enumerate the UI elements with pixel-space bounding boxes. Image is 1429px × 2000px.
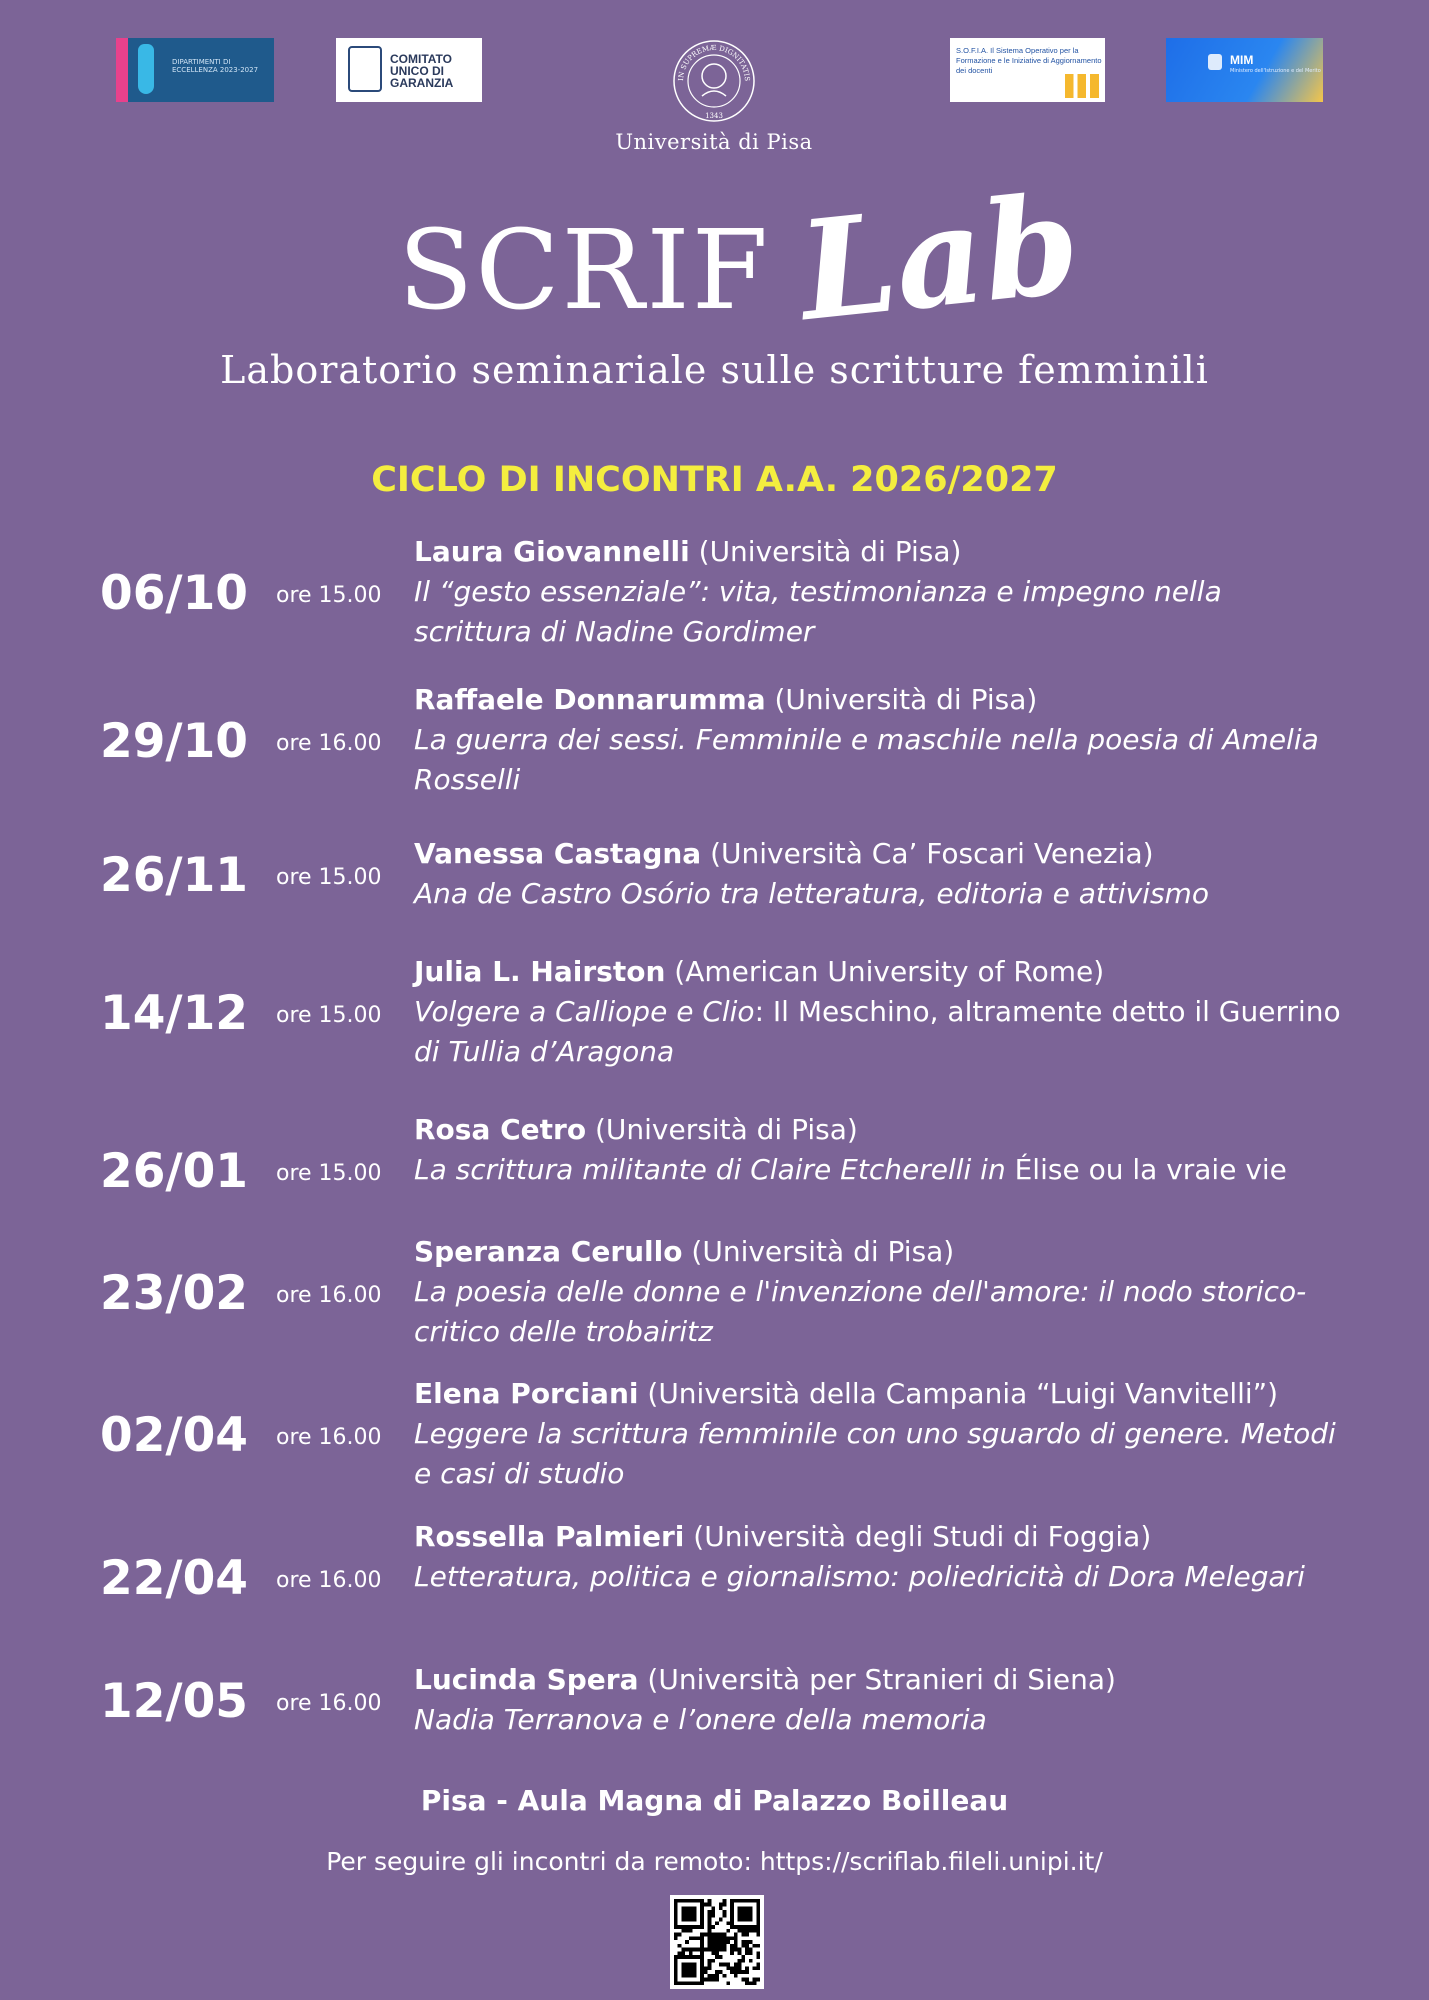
talk-title	[414, 1150, 1344, 1190]
events-list	[0, 532, 1429, 1762]
speaker-name: Rosa Cetro	[414, 1113, 587, 1146]
title-main: SCRIF	[398, 206, 771, 334]
event-time: ore 16.00	[276, 1283, 382, 1308]
logos-bar	[0, 38, 1429, 154]
event-date: 22/04	[100, 1551, 248, 1606]
republic-emblem-icon	[1208, 54, 1222, 70]
speaker-name: Vanessa Castagna	[414, 837, 702, 870]
event-date: 23/02	[100, 1266, 248, 1321]
svg-text:1343: 1343	[705, 112, 723, 120]
talk-title	[414, 1414, 1344, 1494]
event-date: 02/04	[100, 1408, 248, 1463]
talk-title-part: Leggere la scrittura femminile con uno sguardo di genere. Metodi e casi di studio	[414, 1417, 1336, 1490]
speaker-affiliation: (Università di Pisa)	[594, 1113, 858, 1146]
speaker-name: Speranza Cerullo	[414, 1235, 683, 1268]
speaker-affiliation: (Università Ca’ Foscari Venezia)	[710, 837, 1154, 870]
sofia-logo: S.O.F.I.A. Il Sistema Operativo per la Formazione e le Iniziative di Aggiornamento dei docenti	[950, 38, 1105, 102]
event-details	[414, 1660, 1344, 1740]
event-time: ore 15.00	[276, 583, 382, 608]
event-date: 26/11	[100, 848, 248, 903]
speaker-name: Laura Giovannelli	[414, 535, 690, 568]
event-details	[414, 1374, 1344, 1494]
talk-title-part: La scrittura militante di Claire Etcherelli in	[414, 1153, 1015, 1186]
speaker-name: Raffaele Donnarumma	[414, 683, 766, 716]
event-time: ore 16.00	[276, 1691, 382, 1716]
event-details	[414, 680, 1344, 800]
speaker-affiliation: (Università di Pisa)	[774, 683, 1038, 716]
speaker-affiliation: (Università della Campania “Luigi Vanvitelli”)	[647, 1377, 1279, 1410]
qr-code[interactable]	[670, 1895, 764, 1989]
talk-title	[414, 1700, 1344, 1740]
event-title	[0, 163, 1429, 355]
talk-title	[414, 874, 1344, 914]
event-details	[414, 1110, 1344, 1190]
university-logo	[614, 38, 814, 154]
venue: Pisa - Aula Magna di Palazzo Boilleau	[420, 1784, 1009, 1817]
talk-title-part: Letteratura, politica e giornalismo: poliedricità di Dora Melegari	[414, 1560, 1305, 1593]
speaker-affiliation: (Università di Pisa)	[691, 1235, 955, 1268]
speaker-name: Lucinda Spera	[414, 1663, 639, 1696]
talk-title-part: La guerra dei sessi. Femminile e maschile nella poesia di Amelia Rosselli	[414, 723, 1319, 796]
speaker-affiliation: (Università per Stranieri di Siena)	[647, 1663, 1116, 1696]
talk-title-part: Élise ou la vraie vie	[1014, 1153, 1287, 1186]
event-details	[414, 1517, 1344, 1597]
speaker-affiliation: (American University of Rome)	[674, 955, 1105, 988]
speaker-name: Julia L. Hairston	[414, 955, 666, 988]
event-time: ore 15.00	[276, 865, 382, 890]
talk-title-part: Volgere a Calliope e Clio	[414, 995, 755, 1028]
speaker-affiliation: (Università degli Studi di Foggia)	[693, 1520, 1152, 1553]
event-time: ore 16.00	[276, 1568, 382, 1593]
university-name: Università di Pisa	[615, 130, 813, 154]
event-time: ore 16.00	[276, 1425, 382, 1450]
speaker-name: Rossella Palmieri	[414, 1520, 685, 1553]
talk-title	[414, 1557, 1344, 1597]
event-date: 29/10	[100, 714, 248, 769]
speaker-affiliation: (Università di Pisa)	[698, 535, 962, 568]
talk-title	[414, 1272, 1344, 1352]
talk-title-part: Il “gesto essenziale”: vita, testimonianza e impegno nella scrittura di Nadine Gordimer	[414, 575, 1222, 648]
subtitle: Laboratorio seminariale sulle scritture femminili	[220, 348, 1209, 392]
event-date: 26/01	[100, 1144, 248, 1199]
cug-logo: COMITATO UNICO DI GARANZIA	[336, 38, 482, 102]
dipartimento-eccellenza-logo: DIPARTIMENTI DI ECCELLENZA 2023-2027	[116, 38, 274, 102]
title-script: Lab	[792, 163, 1087, 353]
talk-title-part: La poesia delle donne e l'invenzione dell'amore: il nodo storico-critico delle trobairitz	[414, 1275, 1307, 1348]
mim-logo: MIM Ministero dell'Istruzione e del Merito	[1166, 38, 1323, 102]
talk-title-part: di Tullia d’Aragona	[414, 1035, 675, 1068]
event-date: 12/05	[100, 1674, 248, 1729]
event-details	[414, 834, 1344, 914]
talk-title	[414, 720, 1344, 800]
cycle-heading: CICLO DI INCONTRI A.A. 2026/2027	[371, 460, 1058, 500]
talk-title	[414, 992, 1344, 1072]
event-details	[414, 532, 1344, 652]
talk-title-part: : Il Meschino, altramente detto il Guerrino	[754, 995, 1341, 1028]
event-date: 06/10	[100, 566, 248, 621]
remote-link[interactable]: Per seguire gli incontri da remoto: https://scriflab.fileli.unipi.it/	[326, 1847, 1103, 1876]
talk-title-part: Nadia Terranova e l’onere della memoria	[414, 1703, 987, 1736]
event-time: ore 16.00	[276, 731, 382, 756]
talk-title	[414, 572, 1344, 652]
event-time: ore 15.00	[276, 1003, 382, 1028]
speaker-name: Elena Porciani	[414, 1377, 639, 1410]
event-date: 14/12	[100, 986, 248, 1041]
university-seal-icon	[671, 38, 757, 124]
event-details	[414, 1232, 1344, 1352]
event-time: ore 15.00	[276, 1161, 382, 1186]
svg-text:IN SUPREMÆ DIGNITATIS: IN SUPREMÆ DIGNITATIS	[676, 43, 752, 82]
event-details	[414, 952, 1344, 1072]
talk-title-part: Ana de Castro Osório tra letteratura, editoria e attivismo	[414, 877, 1209, 910]
